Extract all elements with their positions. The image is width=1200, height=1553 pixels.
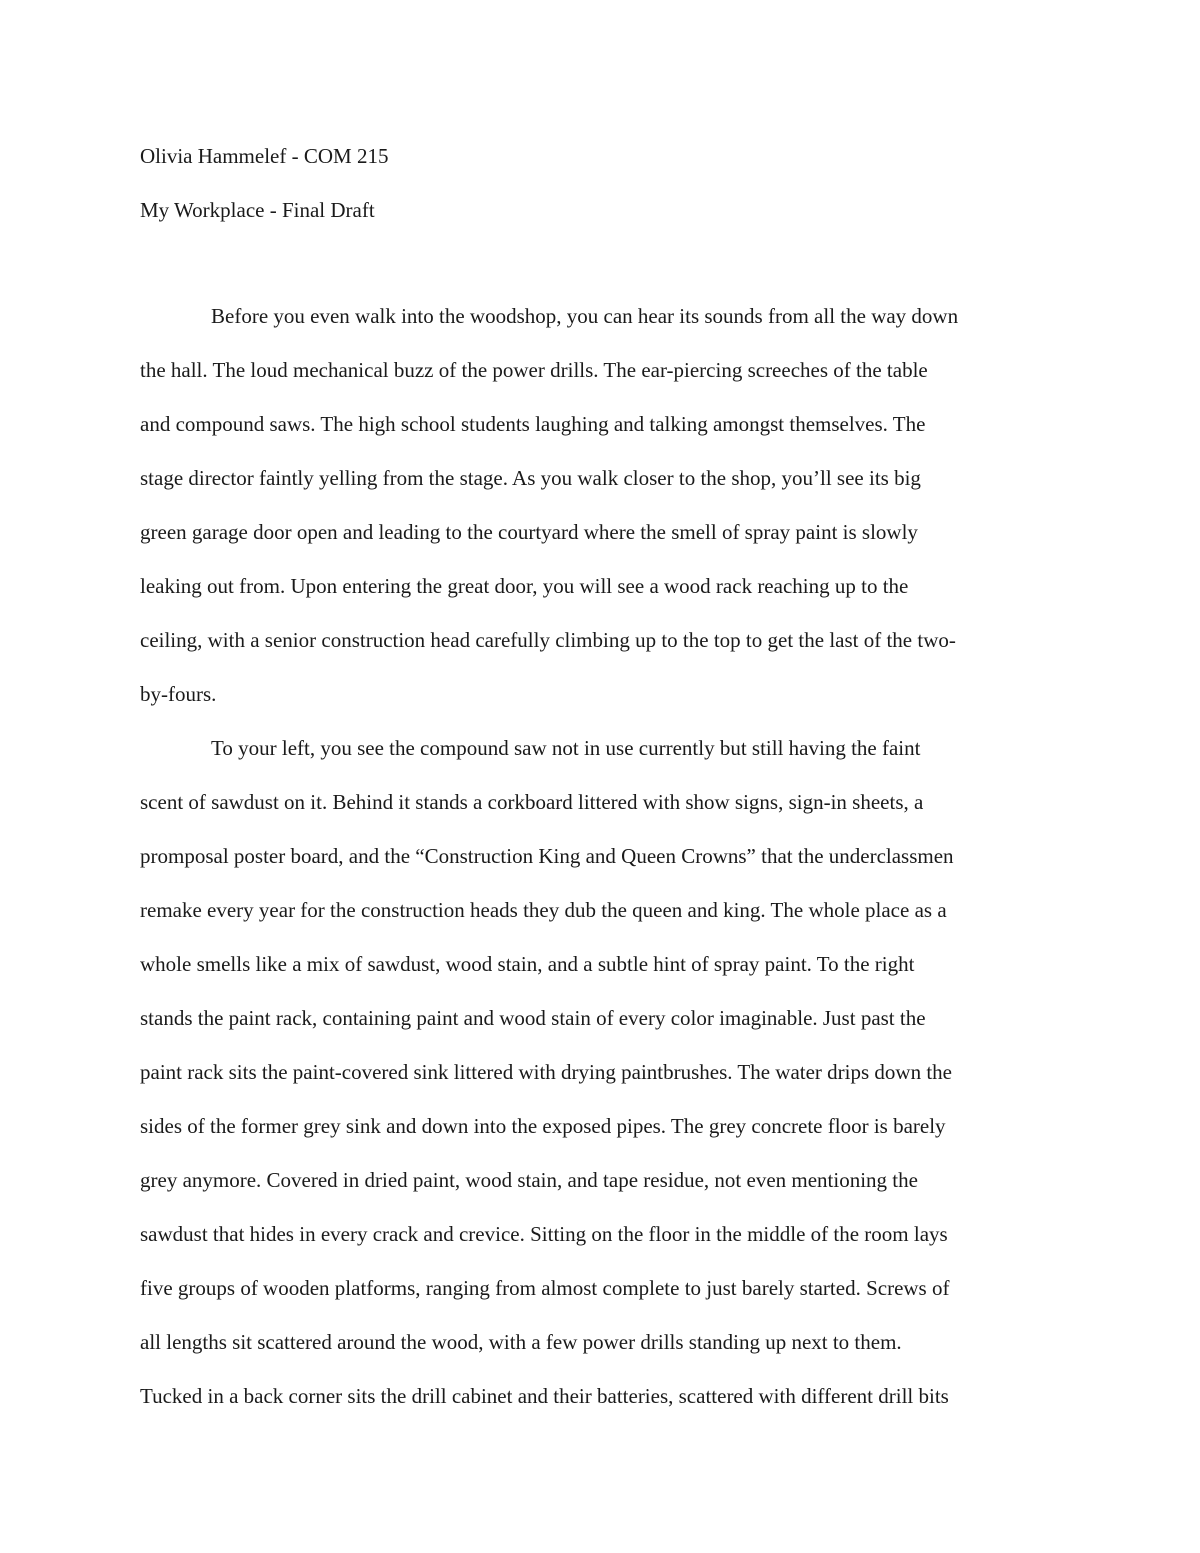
paragraph-line: leaking out from. Upon entering the great door, you will see a wood rack reaching up to the (140, 574, 909, 598)
author-course-line: Olivia Hammelef - COM 215 (140, 144, 389, 168)
paragraph-line: all lengths sit scattered around the wood, with a few power drills standing up next to them. (140, 1330, 902, 1354)
paragraph-line: promposal poster board, and the “Construction King and Queen Crowns” that the underclassmen (140, 844, 954, 868)
paragraph-line: five groups of wooden platforms, ranging from almost complete to just barely started. Screws of (140, 1276, 950, 1300)
document-title: My Workplace - Final Draft (140, 198, 375, 222)
paragraph-line: ceiling, with a senior construction head carefully climbing up to the top to get the last of the two- (140, 628, 956, 652)
paragraph-line: scent of sawdust on it. Behind it stands a corkboard littered with show signs, sign-in sheets, a (140, 790, 924, 814)
paragraph-line: stage director faintly yelling from the stage. As you walk closer to the shop, you’ll see its big (140, 466, 921, 490)
paragraph-line: To your left, you see the compound saw not in use currently but still having the faint (211, 736, 921, 760)
paragraph-line: sawdust that hides in every crack and crevice. Sitting on the floor in the middle of the room lays (140, 1222, 948, 1246)
paragraph-line: stands the paint rack, containing paint and wood stain of every color imaginable. Just past the (140, 1006, 926, 1030)
paragraph-line: sides of the former grey sink and down into the exposed pipes. The grey concrete floor is barely (140, 1114, 946, 1138)
paragraph-line: grey anymore. Covered in dried paint, wood stain, and tape residue, not even mentioning the (140, 1168, 918, 1192)
paragraph-line: and compound saws. The high school students laughing and talking amongst themselves. The (140, 412, 926, 436)
paragraph-line: remake every year for the construction heads they dub the queen and king. The whole place as a (140, 898, 947, 922)
paragraph-line: Before you even walk into the woodshop, you can hear its sounds from all the way down (211, 304, 959, 328)
paragraph-line: the hall. The loud mechanical buzz of the power drills. The ear-piercing screeches of the table (140, 358, 928, 382)
paragraph-line: paint rack sits the paint-covered sink littered with drying paintbrushes. The water drips down the (140, 1060, 952, 1084)
paragraph-line: Tucked in a back corner sits the drill cabinet and their batteries, scattered with different drill bits (140, 1384, 949, 1408)
paragraph-line: green garage door open and leading to the courtyard where the smell of spray paint is slowly (140, 520, 918, 544)
paragraph-line: by-fours. (140, 682, 217, 706)
paragraph-line: whole smells like a mix of sawdust, wood stain, and a subtle hint of spray paint. To the right (140, 952, 915, 976)
